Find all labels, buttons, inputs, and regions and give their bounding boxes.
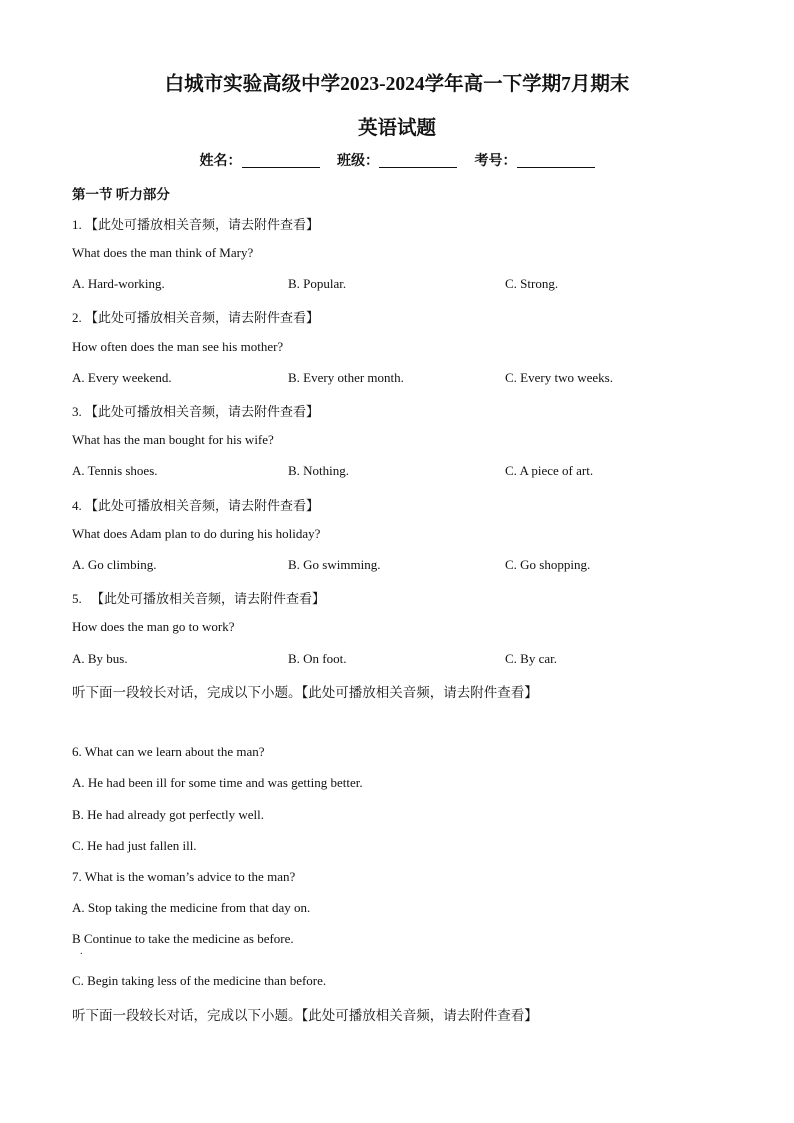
audio-note[interactable]: 【此处可播放相关音频，请去附件查看】 — [85, 404, 320, 419]
question-number: 4. — [72, 498, 82, 513]
question-number: 3. — [72, 404, 82, 419]
q4-option-a: A. Go climbing. — [72, 557, 157, 572]
audio-note[interactable]: 【此处可播放相关音频，请去附件查看】 — [85, 217, 320, 232]
question-number: 1. — [72, 217, 82, 232]
q1-option-b: B. Popular. — [288, 276, 347, 291]
name-blank[interactable] — [242, 153, 320, 168]
section-title: 第一节 听力部分 — [72, 187, 170, 202]
q7-option-b: B Continue to take the medicine as before. — [72, 931, 294, 946]
q2-option-b: B. Every other month. — [288, 370, 404, 385]
q5-option-b: B. On foot. — [288, 651, 347, 666]
audio-note[interactable]: 【此处可播放相关音频，请去附件查看】 — [85, 498, 320, 513]
q6-option-c: C. He had just fallen ill. — [72, 838, 197, 853]
question-5-text: How does the man go to work? — [72, 619, 235, 634]
q2-option-a: A. Every weekend. — [72, 370, 172, 385]
question-7-text: 7. What is the woman’s advice to the man? — [72, 869, 296, 884]
question-3-header — [72, 401, 319, 420]
question-1-text: What does the man think of Mary? — [72, 245, 254, 260]
question-1-header — [72, 214, 319, 233]
question-3-text: What has the man bought for his wife? — [72, 432, 274, 447]
q3-option-a: A. Tennis shoes. — [72, 463, 158, 478]
question-2-header — [72, 307, 319, 326]
q4-option-c: C. Go shopping. — [505, 557, 591, 572]
q1-option-c: C. Strong. — [505, 276, 559, 291]
exam-no-blank[interactable] — [517, 153, 595, 168]
question-6-text: 6. What can we learn about the man? — [72, 744, 265, 759]
q7-option-a: A. Stop taking the medicine from that day on. — [72, 900, 311, 915]
long-dialogue-note-2[interactable]: 听下面一段较长对话，完成以下小题。【此处可播放相关音频，请去附件查看】 — [72, 1008, 538, 1023]
question-4-text: What does Adam plan to do during his holiday? — [72, 526, 321, 541]
q2-option-c: C. Every two weeks. — [505, 370, 613, 385]
q1-option-a: A. Hard-working. — [72, 276, 165, 291]
page-subtitle: 英语试题 — [357, 118, 436, 139]
q3-option-c: C. A piece of art. — [505, 463, 594, 478]
class-blank[interactable] — [379, 153, 457, 168]
stray-mark: . — [80, 946, 83, 957]
page-title: 白城市实验高级中学2023-2024学年高一下学期7月期末 — [164, 74, 630, 95]
long-dialogue-note[interactable]: 听下面一段较长对话，完成以下小题。【此处可播放相关音频，请去附件查看】 — [72, 685, 538, 700]
q6-option-a: A. He had been ill for some time and was getting better. — [72, 775, 363, 790]
exam-no-label: 考号： — [474, 154, 517, 169]
q4-option-b: B. Go swimming. — [288, 557, 381, 572]
question-5-header — [72, 588, 325, 607]
q5-option-a: A. By bus. — [72, 651, 128, 666]
question-number: 5. — [72, 591, 82, 606]
name-label: 姓名： — [199, 154, 242, 169]
q5-option-c: C. By car. — [505, 651, 557, 666]
student-info-row — [0, 150, 794, 170]
question-2-text: How often does the man see his mother? — [72, 339, 284, 354]
q6-option-b: B. He had already got perfectly well. — [72, 807, 265, 822]
class-label: 班级： — [337, 154, 379, 169]
question-4-header — [72, 495, 319, 514]
q7-option-c: C. Begin taking less of the medicine than before. — [72, 973, 327, 988]
audio-note[interactable]: 【此处可播放相关音频，请去附件查看】 — [85, 310, 320, 325]
q3-option-b: B. Nothing. — [288, 463, 350, 478]
question-number: 2. — [72, 310, 82, 325]
audio-note[interactable]: 【此处可播放相关音频，请去附件查看】 — [91, 591, 326, 606]
